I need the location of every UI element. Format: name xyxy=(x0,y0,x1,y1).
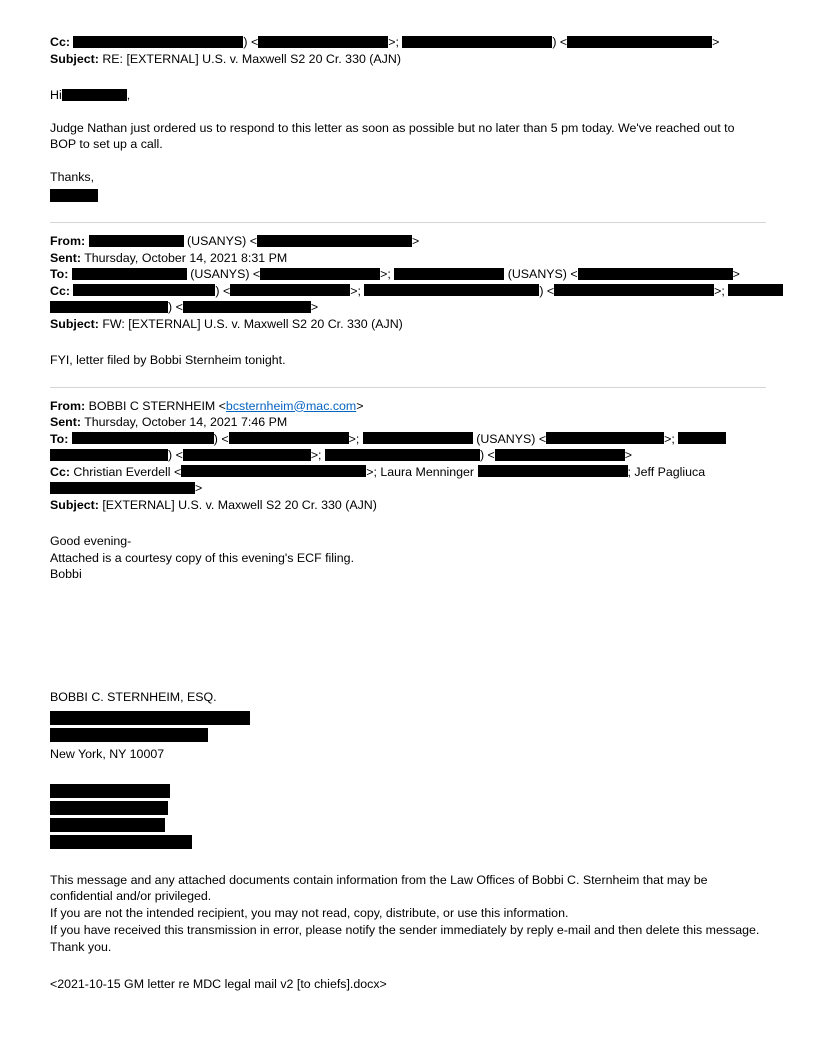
greeting-suffix: , xyxy=(126,88,131,102)
redaction xyxy=(567,36,712,48)
redaction xyxy=(363,432,473,444)
sent-label: Sent: xyxy=(50,415,81,429)
header-cc-3-cont xyxy=(50,480,766,497)
header-from-2 xyxy=(50,233,766,250)
spacer xyxy=(50,153,766,169)
gt-text: > xyxy=(310,300,319,314)
header-cc-2-cont xyxy=(50,299,766,316)
redaction xyxy=(50,301,168,313)
semicolon-text: >; xyxy=(714,283,729,298)
cc-label: Cc: xyxy=(50,464,70,479)
cc-name-2: Laura Menninger xyxy=(380,464,475,479)
signature-address-2 xyxy=(50,727,766,744)
paren-text: ) < xyxy=(168,300,183,314)
redaction xyxy=(50,784,170,798)
cc-name-1: Christian Everdell xyxy=(73,464,171,479)
redaction xyxy=(728,284,783,296)
subject-label: Subject: xyxy=(50,51,99,66)
subject-value: RE: [EXTERNAL] U.S. v. Maxwell S2 20 Cr. 330 (AJN) xyxy=(102,51,401,66)
spacer xyxy=(50,513,766,533)
paren-text: ) < xyxy=(479,448,495,462)
semicolon-text: ; xyxy=(627,464,635,479)
redaction xyxy=(394,268,504,280)
cc-name-3: Jeff Pagliuca xyxy=(634,464,706,479)
cc-label: Cc: xyxy=(50,283,70,298)
closing-1: Thanks, xyxy=(50,169,95,184)
semicolon-text: >; xyxy=(388,35,403,49)
header-sent-2 xyxy=(50,250,766,267)
header-cc-1 xyxy=(50,34,766,51)
disclaimer-line-3: If you have received this transmission in error, please notify the sender immediately by reply e-mail and then delete this message. Thank you. xyxy=(50,922,760,954)
semicolon-text: >; xyxy=(348,431,363,446)
redaction xyxy=(257,235,412,247)
greeting-text: Hi xyxy=(50,88,62,102)
header-from-3 xyxy=(50,398,766,415)
attachment-reference: <2021-10-15 GM letter re MDC legal mail v2 [to chiefs].docx> xyxy=(50,977,387,992)
to-label: To: xyxy=(50,267,69,281)
email-message-2 xyxy=(50,233,766,369)
redaction xyxy=(50,711,250,725)
subject-label: Subject: xyxy=(50,497,99,512)
redaction xyxy=(402,36,552,48)
redaction xyxy=(554,284,714,296)
header-to-3-cont xyxy=(50,447,766,464)
redaction xyxy=(50,818,165,832)
signature-city: New York, NY 10007 xyxy=(50,747,165,761)
redaction xyxy=(89,235,184,247)
redaction xyxy=(230,284,350,296)
body-3-line-3: Bobbi xyxy=(50,567,82,581)
header-subject-2 xyxy=(50,316,766,333)
redaction xyxy=(73,36,243,48)
spacer xyxy=(50,104,766,120)
redaction xyxy=(181,465,366,477)
subject-label: Subject: xyxy=(50,316,99,331)
header-subject-1 xyxy=(50,51,766,68)
header-to-3 xyxy=(50,431,766,448)
gt-text: > xyxy=(712,35,720,49)
signature-contact-1 xyxy=(50,784,766,801)
signature-block xyxy=(50,689,766,852)
redaction xyxy=(50,835,192,849)
subject-value: [EXTERNAL] U.S. v. Maxwell S2 20 Cr. 330 (AJN) xyxy=(102,497,377,512)
cc-label: Cc: xyxy=(50,35,70,49)
spacer xyxy=(50,67,766,87)
body-2: FYI, letter filed by Bobbi Sternheim tonight. xyxy=(50,353,286,367)
message-divider xyxy=(50,387,766,388)
confidentiality-disclaimer xyxy=(50,872,766,956)
redaction xyxy=(258,36,388,48)
redaction xyxy=(50,801,168,815)
redaction xyxy=(72,268,187,280)
signature-contact-2 xyxy=(50,801,766,818)
paren-text: ) < xyxy=(243,35,259,49)
signature-contact-3 xyxy=(50,818,766,835)
disclaimer-line-2: If you are not the intended recipient, you may not read, copy, distribute, or use this information. xyxy=(50,906,569,921)
from-org: (USANYS) xyxy=(187,234,247,248)
body-3-line-2: Attached is a courtesy copy of this evening's ECF filing. xyxy=(50,550,355,565)
sent-value: Thursday, October 14, 2021 8:31 PM xyxy=(84,250,288,265)
redaction xyxy=(260,268,380,280)
sent-value: Thursday, October 14, 2021 7:46 PM xyxy=(84,415,288,429)
greeting-1 xyxy=(50,87,766,104)
gt-text: > xyxy=(411,234,420,248)
redaction xyxy=(495,449,625,461)
redaction xyxy=(229,432,349,444)
message-divider xyxy=(50,222,766,223)
redaction xyxy=(578,268,733,280)
header-cc-2 xyxy=(50,283,766,300)
from-label: From: xyxy=(50,398,86,413)
gt-text: > xyxy=(356,398,364,413)
redaction xyxy=(73,284,215,296)
spacer xyxy=(50,332,766,352)
org-text: (USANYS) < xyxy=(507,267,578,281)
signature-name: BOBBI C. STERNHEIM, ESQ. xyxy=(50,689,217,704)
redaction xyxy=(50,189,98,202)
redaction xyxy=(62,89,127,101)
redaction xyxy=(478,465,628,477)
email-message-1 xyxy=(50,34,766,204)
to-label: To: xyxy=(50,431,69,446)
from-label: From: xyxy=(50,234,86,248)
semicolon-text: >; xyxy=(380,267,395,281)
lt-text: < xyxy=(249,234,257,248)
semicolon-text: >; xyxy=(664,431,679,446)
redaction xyxy=(183,301,311,313)
body-3-line-1: Good evening- xyxy=(50,534,132,548)
semicolon-text: >; xyxy=(310,448,325,462)
from-value: BOBBI C STERNHEIM < xyxy=(88,398,226,413)
redaction xyxy=(72,432,214,444)
redaction xyxy=(546,432,664,444)
lt-text: < xyxy=(173,464,182,479)
org-text: (USANYS) < xyxy=(190,267,261,281)
redaction xyxy=(678,432,726,444)
redaction xyxy=(50,449,168,461)
redaction xyxy=(183,449,311,461)
sent-label: Sent: xyxy=(50,250,81,265)
header-sent-3 xyxy=(50,414,766,431)
header-subject-3 xyxy=(50,497,766,514)
redaction xyxy=(364,284,539,296)
header-cc-3 xyxy=(50,464,766,481)
paren-text: ) < xyxy=(539,283,555,298)
gt-text: > xyxy=(195,481,203,495)
header-to-2 xyxy=(50,266,766,283)
semicolon-text: >; xyxy=(350,283,365,298)
signature-contact-4 xyxy=(50,835,766,852)
disclaimer-line-1: This message and any attached documents contain information from the Law Offices of Bobbi C. Sternheim that may be confidential and/or privileged. xyxy=(50,872,708,904)
paren-text: ) < xyxy=(168,448,183,462)
redaction xyxy=(50,728,208,742)
signature-address-1 xyxy=(50,710,766,727)
paren-text: ) < xyxy=(213,431,229,446)
redaction xyxy=(325,449,480,461)
closing-signature-redaction-wrap xyxy=(50,188,766,204)
gt-text: > xyxy=(732,267,740,281)
paren-text: ) < xyxy=(552,35,568,49)
org-text: (USANYS) < xyxy=(476,431,547,446)
subject-value: FW: [EXTERNAL] U.S. v. Maxwell S2 20 Cr. 330 (AJN) xyxy=(102,316,403,331)
redaction xyxy=(50,482,195,494)
paren-text: ) < xyxy=(215,283,231,298)
semicolon-text: >; xyxy=(366,464,381,479)
email-message-3 xyxy=(50,398,766,583)
gt-text: > xyxy=(624,448,632,462)
body-1: Judge Nathan just ordered us to respond to this letter as soon as possible but no later than 5 pm today. We've reached out to BOP to set up a call. xyxy=(50,120,735,151)
sender-email-link[interactable]: bcsternheim@mac.com xyxy=(225,398,357,413)
